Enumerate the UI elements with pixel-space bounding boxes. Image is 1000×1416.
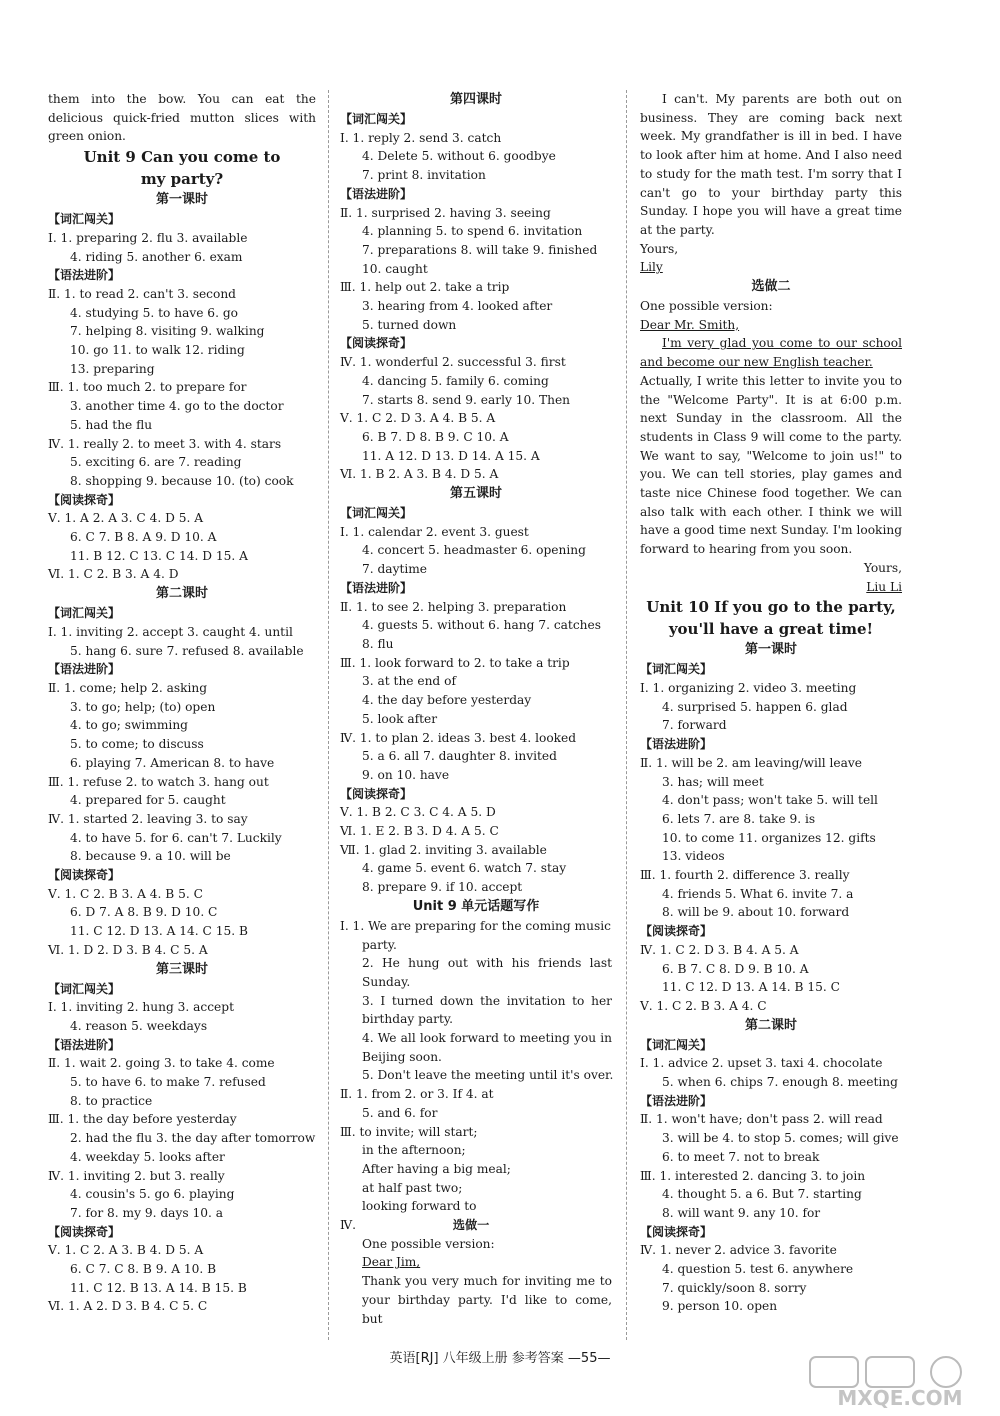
answer-line: 8. will be 9. about 10. forward [662,905,850,920]
page-footer: 英语[RJ] 八年级上册 参考答案 —55— [389,1351,611,1366]
section-label: 【词汇闯关】 [640,1037,713,1052]
answer-line: Ⅱ. 1. from 2. or 3. If 4. at [340,1087,494,1102]
section-label: 【阅读探奇】 [640,1224,713,1239]
answer-line: Ⅴ. 1. C 2. D 3. A 4. B 5. A [340,411,496,426]
section-label: 【词汇闯关】 [340,112,413,126]
section-label: 【阅读探奇】 [48,1224,121,1239]
answer-line: 13. videos [662,849,725,864]
answer-line: 6. B 7. D 8. B 9. C 10. A [362,429,509,444]
answer-line: 4. riding 5. another 6. exam [70,249,243,264]
option-title: 选做一 [452,1218,490,1233]
answer-line: Ⅵ. 1. A 2. D 3. B 4. C 5. C [48,1299,208,1314]
section-label: 【词汇闯关】 [48,212,121,227]
answer-line: Ⅰ. 1. advice 2. upset 3. taxi 4. chocolate [640,1056,883,1071]
text-line: Yours, [640,241,679,256]
answer-line: Ⅲ. 1. interested 2. dancing 3. to join [640,1168,866,1183]
answer-line: 2. had the flu 3. the day after tomorrow [70,1131,316,1146]
answer-line: 4. Delete 5. without 6. goodbye [362,149,556,164]
answer-line: Ⅳ. 1. inviting 2. but 3. really [48,1168,225,1183]
answer-line: 11. A 12. D 13. D 14. A 15. A [362,448,540,463]
answer-line: 5. when 6. chips 7. enough 8. meeting [662,1075,898,1090]
letter-closing: Yours, [863,560,902,575]
unit-heading: you'll have a great time! [668,620,874,639]
answer-line: 4. guests 5. without 6. hang 7. catches [362,618,601,633]
answer-line: Ⅰ. 1. inviting 2. accept 3. caught 4. until [48,624,293,639]
answer-line: 8. will want 9. any 10. for [662,1205,821,1220]
answer-line: 4. game 5. event 6. watch 7. stay [362,861,567,876]
answer-line: 5. a 6. all 7. daughter 8. invited [362,749,557,764]
answer-line: 3. has; will meet [662,774,764,789]
svg-text:MXQE.COM: MXQE.COM [837,1386,963,1410]
answer-line: 11. B 12. C 13. C 14. D 15. A [70,548,248,563]
section-label: 【阅读探奇】 [340,336,413,351]
answer-line: 8. flu [362,636,394,651]
answer-line: 5. and 6. for [362,1105,438,1120]
section-label: 【阅读探奇】 [48,868,121,883]
answer-line: Ⅰ. 1. calendar 2. event 3. guest [340,524,529,539]
answer-line: 4. thought 5. a 6. But 7. starting [662,1187,862,1202]
answer-line: Ⅳ. 1. never 2. advice 3. favorite [640,1243,837,1258]
answer-line: 10. go 11. to walk 12. riding [70,343,245,358]
answer-line: 5. hang 6. sure 7. refused 8. available [70,643,304,658]
answer-line: Ⅲ. 1. fourth 2. difference 3. really [640,868,850,883]
answer-line: 8. prepare 9. if 10. accept [362,880,523,895]
answer-column-1 [48,90,316,1316]
answer-line: 11. C 12. B 13. A 14. B 15. B [70,1280,247,1295]
answer-line: 4. question 5. test 6. anywhere [662,1262,854,1277]
answer-line: in the afternoon; [362,1143,466,1158]
letter-signature: Liu Li [866,579,902,594]
answer-line: Ⅳ. 1. C 2. D 3. B 4. A 5. A [640,942,799,957]
answer-line: Ⅲ. 1. look forward to 2. to take a trip [340,655,570,670]
answer-line: Ⅵ. 1. B 2. A 3. B 4. D 5. A [340,467,499,482]
answer-line: 4. surprised 5. happen 6. glad [662,699,848,714]
answer-line: 6. lets 7. are 8. take 9. is [662,811,816,826]
lesson-title: Unit 9 单元话题写作 [412,898,540,914]
lesson-title: 第五课时 [449,486,502,502]
answer-line: 5. look after [362,711,438,726]
answer-line: 8. shopping 9. because 10. (to) cook [70,473,294,488]
answer-line: 4. to go; swimming [70,718,188,733]
answer-line: 3. I turned down the invitation to her birthday party. [362,993,612,1027]
section-label: 【语法进阶】 [48,662,121,677]
section-label: 【词汇闯关】 [340,506,413,521]
answer-line: 4. cousin's 5. go 6. playing [70,1187,235,1202]
answer-line: Ⅰ. 1. We are preparing for the coming music [340,918,611,933]
answer-line: 6. playing 7. American 8. to have [70,755,275,770]
answer-line: 4. weekday 5. looks after [70,1149,225,1164]
answer-line: Ⅱ. 1. to see 2. helping 3. preparation [340,599,567,614]
answer-line: 3. hearing from 4. looked after [362,299,553,314]
paragraph: them into the bow. You can eat the delicious quick-fried mutton slices with green onion. [48,92,316,144]
section-label: 【阅读探奇】 [640,924,713,939]
answer-line: 6. C 7. B 8. A 9. D 10. A [70,530,217,545]
unit-heading: Unit 10 If you go to the party, [646,598,896,617]
answer-line: 4. dancing 5. family 6. coming [362,373,549,388]
paragraph: I can't. My parents are both out on business. They are coming back next week. My grandfather is ill in bed. I have to look after him at home. And I also need to study for the math test. I'm sorry that I can't go to your birthday party this Sunday. I hope you will have a great time at the party. [640,92,902,237]
unit-heading: my party? [140,170,224,189]
paragraph: Actually, I write this letter to invite you to the "Welcome Party". It is at 6:00 p.m. next Sunday in the classroom. All the students in Class 9 will come to the party. We want to say, "Welcome to join us!" to you. We can tell stories, play games and taste nice Chinese food together. We can also talk with each other. I think we will have a good time next Sunday. I'm looking forward to hearing from you soon. [640,373,902,557]
answer-line: Ⅲ. 1. too much 2. to prepare for [48,380,247,395]
answer-line: Ⅵ. 1. C 2. B 3. A 4. D [48,567,179,582]
text-line: Lily [640,260,663,275]
answer-line: 4. don't pass; won't take 5. will tell [662,793,878,808]
answer-line: party. [362,937,397,952]
answer-line: 2. He hung out with his friends last Sunday. [362,956,612,989]
answer-line: 3. will be 4. to stop 5. comes; will give [662,1131,899,1146]
answer-line: 4. reason 5. weekdays [70,1018,208,1033]
answer-line: Ⅱ. 1. to read 2. can't 3. second [48,286,236,301]
answer-line: Ⅲ. 1. the day before yesterday [48,1112,237,1127]
letter-paragraph: I'm very glad you come to our school and become our new English teacher. [640,336,902,370]
answer-line: Ⅰ. 1. preparing 2. flu 3. available [48,230,248,245]
answer-line: 6. B 7. C 8. D 9. B 10. A [662,961,809,976]
answer-line: Ⅲ. 1. refuse 2. to watch 3. hang out [48,774,269,789]
answer-line: After having a big meal; [362,1161,511,1176]
roman-numeral: Ⅳ. [340,1218,357,1233]
answer-line: 5. turned down [362,317,457,332]
answer-line: 7. quickly/soon 8. sorry [662,1280,807,1295]
unit-heading: Unit 9 Can you come to [83,148,281,167]
answer-line: 5. to come; to discuss [70,737,204,752]
answer-line [340,1216,612,1235]
answer-line: 6. C 7. C 8. B 9. A 10. B [70,1262,217,1277]
answer-line: Ⅳ. 1. to plan 2. ideas 3. best 4. looked [340,730,577,745]
letter-salutation: Dear Jim, [362,1255,421,1270]
answer-line: Ⅱ. 1. won't have; don't pass 2. will read [640,1112,883,1127]
answer-line: Ⅳ. 1. really 2. to meet 3. with 4. stars [48,436,282,451]
watermark-logo [808,1355,993,1410]
answer-line: 7. for 8. my 9. days 10. a [70,1205,223,1220]
answer-line: 4. friends 5. What 6. invite 7. a [662,886,854,901]
answer-line: Ⅵ. 1. E 2. B 3. D 4. A 5. C [340,824,499,839]
section-label: 【词汇闯关】 [48,606,121,621]
answer-line: 4. to have 5. for 6. can't 7. Luckily [70,830,282,845]
answer-line: 10. to come 11. organizes 12. gifts [662,830,876,845]
answer-line: 4. concert 5. headmaster 6. opening [362,543,586,558]
answer-line: Ⅳ. 1. wonderful 2. successful 3. first [340,355,566,370]
lesson-title: 第一课时 [744,642,797,658]
answer-line: 4. the day before yesterday [362,693,532,708]
section-label: 【阅读探奇】 [340,786,413,801]
answer-line: 7. helping 8. visiting 9. walking [70,324,265,339]
answer-line: Thank you very much for inviting me to your birthday party. I'd like to come, but [362,1274,612,1326]
answer-line: Ⅲ. to invite; will start; [340,1124,478,1139]
answer-line: 5. had the flu [70,417,153,432]
answer-line: 9. person 10. open [662,1299,778,1314]
answer-line: 4. We all look forward to meeting you in Beijing soon. [362,1031,612,1064]
column-divider [328,90,329,1340]
answer-line: 10. caught [362,261,428,276]
answer-line: Ⅱ. 1. come; help 2. asking [48,680,208,695]
answer-line: 3. another time 4. go to the doctor [70,399,284,414]
answer-line: 6. D 7. A 8. B 9. D 10. C [70,905,218,920]
answer-line: Ⅰ. 1. organizing 2. video 3. meeting [640,680,857,695]
answer-column-2 [340,90,612,1328]
answer-line: Ⅳ. 1. started 2. leaving 3. to say [48,811,248,826]
section-label: 【语法进阶】 [340,186,413,201]
section-label: 【词汇闯关】 [48,981,121,996]
answer-line: 3. at the end of [362,674,456,689]
answer-line: Ⅵ. 1. D 2. D 3. B 4. C 5. A [48,942,208,957]
answer-line: looking forward to [362,1199,477,1214]
answer-line: 11. C 12. D 13. A 14. B 15. C [662,980,840,995]
lesson-title: 第二课时 [155,586,208,602]
answer-line: 4. prepared for 5. caught [70,793,226,808]
text-line: Dear Mr. Smith, [640,317,740,332]
answer-column-3 [640,90,902,1316]
answer-line: One possible version: [362,1236,495,1251]
answer-line: Ⅱ. 1. wait 2. going 3. to take 4. come [48,1056,275,1071]
answer-line: 8. because 9. a 10. will be [70,849,231,864]
answer-line: 4. studying 5. to have 6. go [70,305,238,320]
answer-line: 8. to practice [70,1093,153,1108]
section-label: 【语法进阶】 [340,580,413,595]
answer-line: 4. planning 5. to spend 6. invitation [362,224,583,239]
answer-line: 7. forward [662,718,727,733]
lesson-title: 第一课时 [155,192,208,208]
answer-line: 7. preparations 8. will take 9. finished [362,242,598,257]
answer-line: Ⅴ. 1. A 2. A 3. C 4. D 5. A [48,511,204,526]
section-label: 【语法进阶】 [640,737,713,752]
answer-line: 7. print 8. invitation [362,168,486,183]
answer-line: at half past two; [362,1180,463,1195]
section-label: 【语法进阶】 [48,1037,121,1052]
section-label: 【阅读探奇】 [48,492,121,507]
answer-line: Ⅰ. 1. reply 2. send 3. catch [340,130,502,145]
answer-line: Ⅱ. 1. will be 2. am leaving/will leave [640,755,863,770]
answer-line: Ⅴ. 1. B 2. C 3. C 4. A 5. D [340,805,496,820]
answer-line: 6. to meet 7. not to break [662,1149,820,1164]
lesson-title: 第三课时 [155,961,208,977]
answer-line: Ⅴ. 1. C 2. B 3. A 4. B 5. C [48,886,203,901]
column-divider [626,90,627,1340]
section-label: 【语法进阶】 [640,1093,713,1108]
lesson-title: 第四课时 [449,92,502,107]
answer-line: Ⅶ. 1. glad 2. inviting 3. available [340,842,547,857]
section-label: 【词汇闯关】 [640,662,713,677]
text-line: One possible version: [640,299,773,314]
answer-line: 5. to have 6. to make 7. refused [70,1075,266,1090]
section-label: 【语法进阶】 [48,268,121,283]
answer-line: Ⅲ. 1. help out 2. take a trip [340,280,510,295]
answer-line: 5. exciting 6. are 7. reading [70,455,242,470]
answer-line: Ⅰ. 1. inviting 2. hung 3. accept [48,1000,234,1015]
answer-line: 7. daytime [362,562,428,577]
lesson-title: 第二课时 [744,1017,797,1033]
answer-line: Ⅱ. 1. surprised 2. having 3. seeing [340,205,551,220]
answer-line: 5. Don't leave the meeting until it's over. [362,1068,614,1083]
answer-line: 7. starts 8. send 9. early 10. Then [362,392,571,407]
answer-line: Ⅴ. 1. C 2. A 3. B 4. D 5. A [48,1243,204,1258]
lesson-title: 选做二 [751,279,791,295]
answer-line: 9. on 10. have [362,767,450,782]
answer-line: 11. C 12. D 13. A 14. C 15. B [70,924,248,939]
answer-line: 13. preparing [70,361,155,376]
answer-line: 3. to go; help; (to) open [70,699,216,714]
answer-line: Ⅴ. 1. C 2. B 3. A 4. C [640,998,767,1013]
